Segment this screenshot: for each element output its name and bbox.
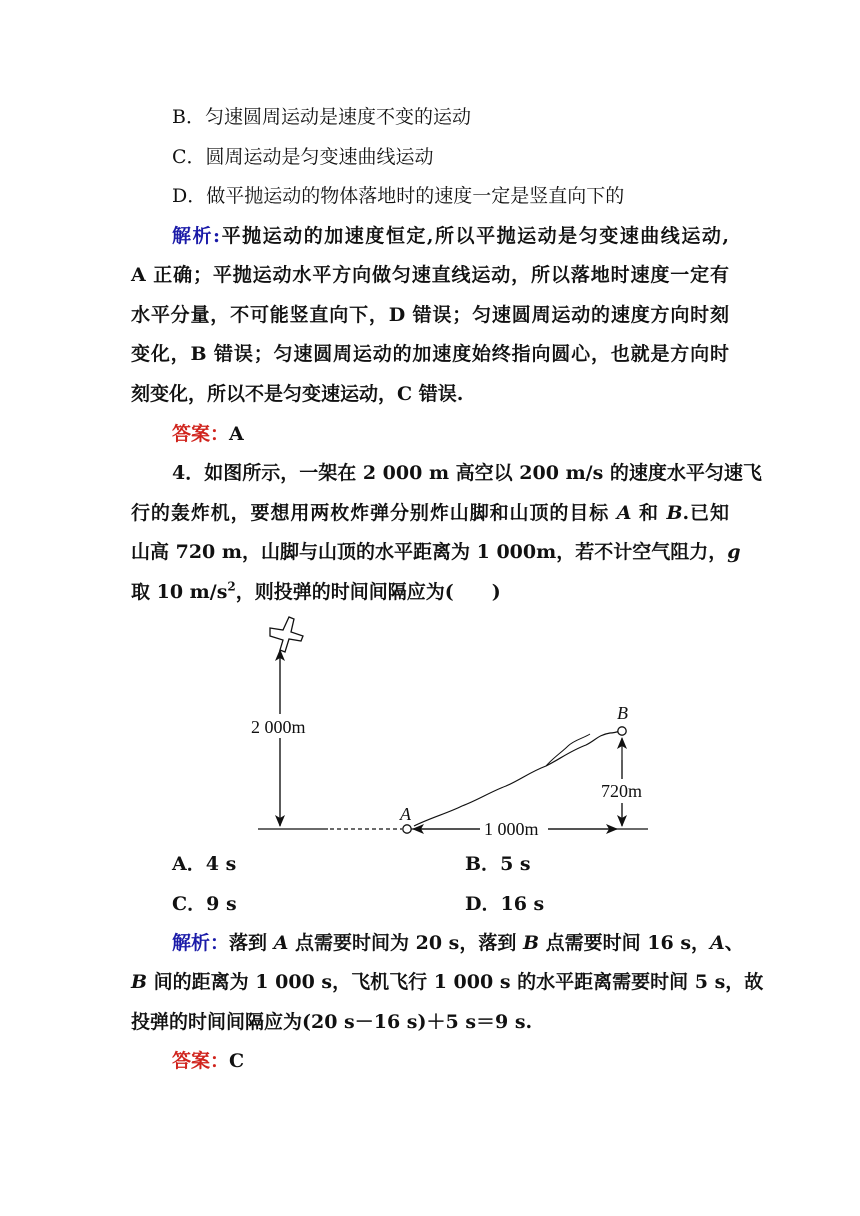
analysis-text: 间的距离为 1 000 s，飞机飞行 1 000 s 的水平距离需要时间 5 s，故	[147, 971, 764, 993]
target-b: B	[666, 502, 683, 524]
option-value: 9 s	[206, 893, 237, 915]
point-b-ref: B	[523, 932, 540, 954]
question-text: 山高 720 m，山脚与山顶的水平距离为 1 000m，若不计空气阻力，	[131, 541, 728, 563]
mountain-outline	[414, 731, 620, 826]
question-text: ，则投弹的时间间隔应为( )	[235, 581, 501, 603]
prev-option-b: B．匀速圆周运动是速度不变的运动	[172, 106, 471, 128]
answer-label: 答案：	[172, 423, 230, 445]
analysis-text: 点需要时间为 20 s，落到	[288, 932, 523, 954]
question-text: 取 10 m/s	[131, 581, 228, 603]
prev-analysis-line-3: 水平分量，不可能竖直向下，D 错误；匀速圆周运动的速度方向时刻	[131, 304, 729, 326]
analysis-text: 落到	[229, 932, 274, 954]
question-text: .已知	[682, 502, 729, 524]
analysis-text: 点需要时间 16 s，	[539, 932, 711, 954]
question-text: 如图所示，一架在 2 000 m 高空以 200 m/s 的速度水平匀速飞	[204, 462, 762, 484]
point-b-marker	[618, 727, 626, 735]
point-b-ref: B	[131, 971, 148, 993]
analysis-line-2	[131, 969, 764, 995]
target-a: A	[616, 502, 632, 524]
question-number: 4．	[172, 462, 205, 484]
airplane-icon	[270, 617, 303, 652]
distance-label: 1 000m	[484, 819, 539, 839]
answer-value: A	[229, 423, 244, 445]
answer-label: 答案：	[172, 1050, 230, 1072]
prev-analysis-line-5: 刻变化，所以不是匀变速运动，C 错误.	[131, 383, 464, 405]
question-text: 和	[631, 502, 667, 524]
answer-value: C	[229, 1050, 245, 1072]
mountain-height-label: 720m	[601, 781, 643, 801]
option-d	[465, 891, 544, 917]
option-a	[172, 851, 236, 877]
option-key: B．	[465, 853, 501, 875]
analysis-text: 平抛运动的加速度恒定,所以平抛运动是匀变速曲线运动,	[220, 225, 730, 247]
mountain-detail	[546, 734, 590, 766]
prev-analysis-line-4: 变化，B 错误；匀速圆周运动的加速度始终指向圆心，也就是方向时	[131, 343, 729, 365]
height-label: 2 000m	[251, 717, 306, 737]
point-b-label: B	[617, 703, 628, 723]
point-a-marker	[403, 825, 411, 833]
option-key: C．	[172, 893, 207, 915]
point-a-ref: A	[710, 932, 725, 954]
prev-analysis-line-2: A 正确；平抛运动水平方向做匀速直线运动，所以落地时速度一定有	[131, 264, 729, 286]
point-a-label: A	[400, 804, 411, 824]
option-value: 16 s	[500, 893, 545, 915]
option-key: D．	[465, 893, 501, 915]
analysis-line-1	[172, 930, 744, 956]
question-text: 行的轰炸机，要想用两枚炸弹分别炸山脚和山顶的目标	[131, 502, 617, 524]
option-b	[465, 851, 531, 877]
analysis-label: 解析:	[172, 225, 221, 247]
option-key: A．	[172, 853, 206, 875]
option-value: 4 s	[205, 853, 237, 875]
prev-option-c: C．圆周运动是匀变速曲线运动	[172, 146, 434, 168]
analysis-text: 、	[724, 932, 744, 954]
point-a-ref: A	[273, 932, 289, 954]
option-value: 5 s	[500, 853, 531, 875]
exponent: 2	[227, 579, 236, 594]
option-c	[172, 891, 237, 917]
analysis-line-3: 投弹的时间间隔应为(20 s－16 s)＋5 s＝9 s.	[131, 1011, 533, 1033]
answer	[172, 1048, 244, 1074]
gravity-symbol: g	[727, 541, 741, 563]
analysis-label: 解析：	[172, 932, 230, 954]
prev-option-d: D．做平抛运动的物体落地时的速度一定是竖直向下的	[172, 185, 625, 207]
